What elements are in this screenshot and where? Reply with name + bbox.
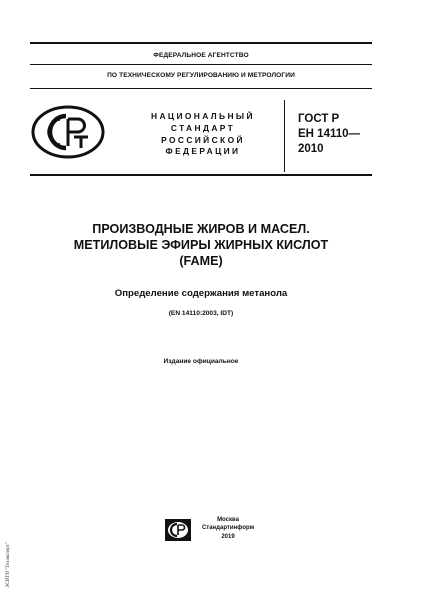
national-standard-label <box>128 111 278 158</box>
standartinform-logo-icon <box>164 518 192 542</box>
agency-line-2: ПО ТЕХНИЧЕСКОМУ РЕГУЛИРОВАНИЮ И МЕТРОЛОГИИ <box>107 72 295 79</box>
document-subtitle: Определение содержания метанола <box>114 288 288 299</box>
title-line-3: (FAME) <box>179 254 223 268</box>
standard-line-4: ФЕДЕРАЦИИ <box>165 146 241 157</box>
edition-note: Издание официальное <box>163 358 239 365</box>
agency-bottom-rule <box>30 88 372 89</box>
header-bottom-rule <box>30 174 372 176</box>
top-rule <box>30 42 372 44</box>
gost-code-line-2: ЕН 14110— <box>298 128 361 140</box>
international-equivalence: (EN 14110:2003, IDT) <box>168 310 234 317</box>
publisher-name: Стандартинформ <box>201 525 255 532</box>
gost-r-circle-logo-icon <box>30 104 106 160</box>
document-title <box>30 221 372 269</box>
agency-line-1: ФЕДЕРАЛЬНОЕ АГЕНТСТВО <box>153 52 249 59</box>
publisher-block <box>198 516 258 541</box>
title-line-2: МЕТИЛОВЫЕ ЭФИРЫ ЖИРНЫХ КИСЛОТ <box>73 238 329 252</box>
publisher-city: Москва <box>217 517 239 523</box>
standard-line-2: СТАНДАРТ <box>170 122 236 133</box>
side-watermark-note: ЭСИТИ "Техэксперт" <box>6 542 11 588</box>
agency-divider <box>30 64 372 65</box>
publisher-year: 2019 <box>221 533 235 540</box>
title-line-1: ПРОИЗВОДНЫЕ ЖИРОВ И МАСЕЛ. <box>92 222 310 236</box>
standard-line-1: НАЦИОНАЛЬНЫЙ <box>151 111 255 121</box>
gost-code-line-3: 2010 <box>298 143 324 155</box>
standard-vertical-divider <box>284 100 285 172</box>
gost-code-line-1: ГОСТ Р <box>298 113 340 125</box>
gost-code <box>298 112 378 157</box>
standard-line-3: РОССИЙСКОЙ <box>161 134 245 145</box>
